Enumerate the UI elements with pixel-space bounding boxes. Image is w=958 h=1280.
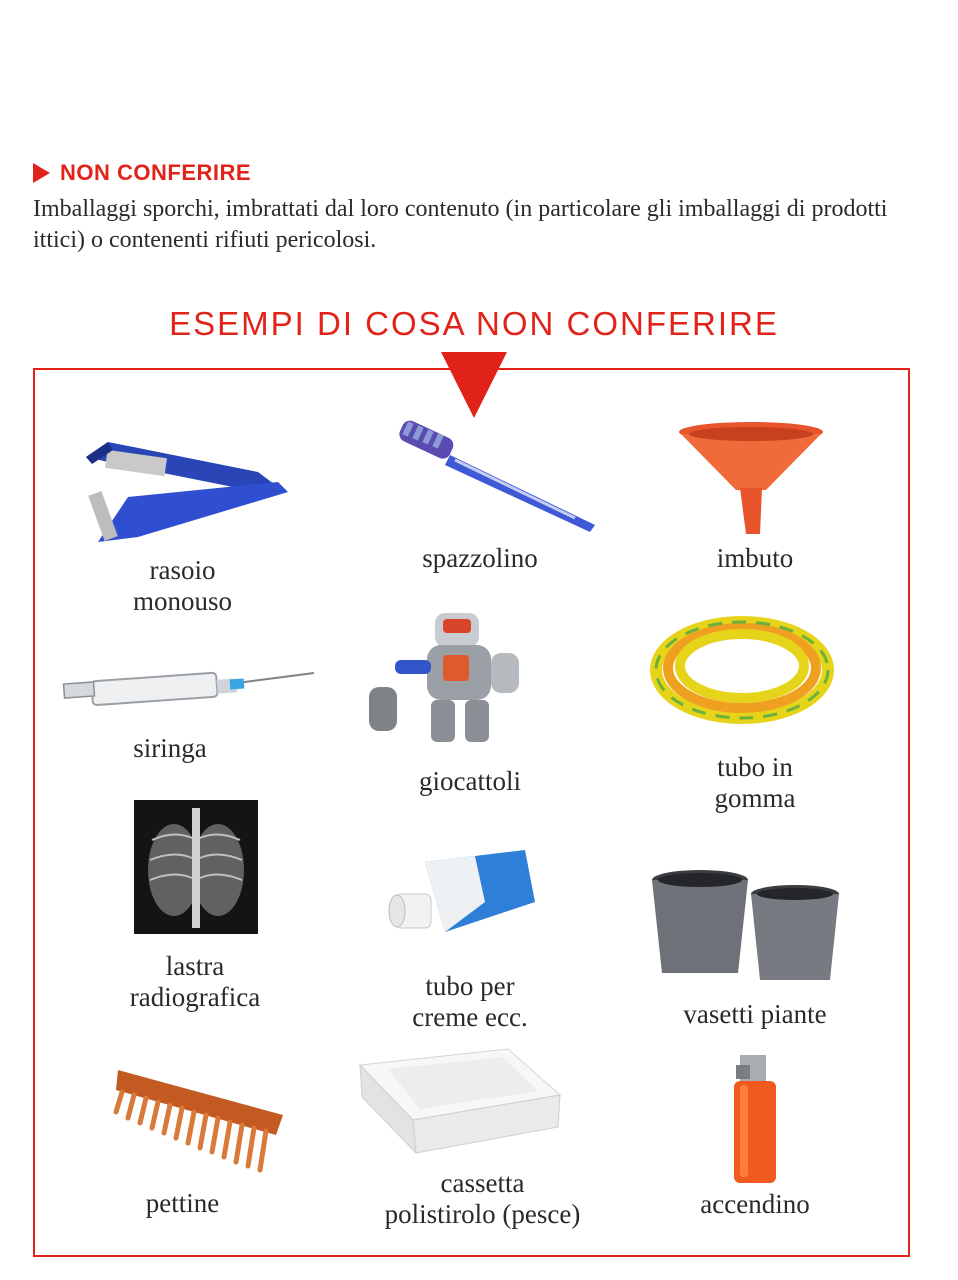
notice-heading: [33, 160, 251, 186]
cream-tube-icon: [385, 842, 540, 942]
syringe-icon: [62, 665, 317, 715]
item-caption: pettine: [145, 1188, 220, 1218]
styrofoam-box-icon: [358, 1045, 563, 1155]
item-caption: tubo per creme ecc.: [412, 971, 528, 1032]
item-caption: cassetta polistirolo (pesce): [384, 1168, 581, 1229]
item-caption: lastra radiografica: [129, 951, 261, 1012]
notice-heading-label: NON CONFERIRE: [60, 160, 252, 185]
triangle-bullet-icon: [33, 163, 50, 183]
item-caption: giocattoli: [419, 766, 521, 796]
item-caption: accendino: [700, 1189, 810, 1219]
section-title: ESEMPI DI COSA NON CONFERIRE: [169, 305, 779, 342]
razor-icon: [78, 432, 293, 552]
xray-icon: [134, 800, 258, 934]
plant-pots-icon: [650, 868, 840, 983]
lighter-icon: [732, 1055, 778, 1185]
comb-icon: [108, 1060, 288, 1180]
item-caption: vasetti piante: [683, 999, 827, 1029]
toothbrush-icon: [395, 420, 605, 540]
down-arrow-icon: [441, 352, 507, 418]
item-caption: spazzolino: [422, 543, 538, 573]
item-caption: imbuto: [716, 543, 794, 573]
rubber-hose-icon: [650, 610, 835, 725]
toy-robot-icon: [365, 605, 525, 755]
funnel-icon: [676, 420, 826, 538]
item-caption: siringa: [133, 733, 207, 763]
notice-text: Imballaggi sporchi, imbrattati dal loro contenuto (in particolare gli imballaggi di prodotti ittici) o contenenti rifiuti pericolosi.: [33, 196, 888, 253]
item-caption: rasoio monouso: [132, 555, 232, 616]
item-caption: tubo in gomma: [714, 752, 796, 813]
